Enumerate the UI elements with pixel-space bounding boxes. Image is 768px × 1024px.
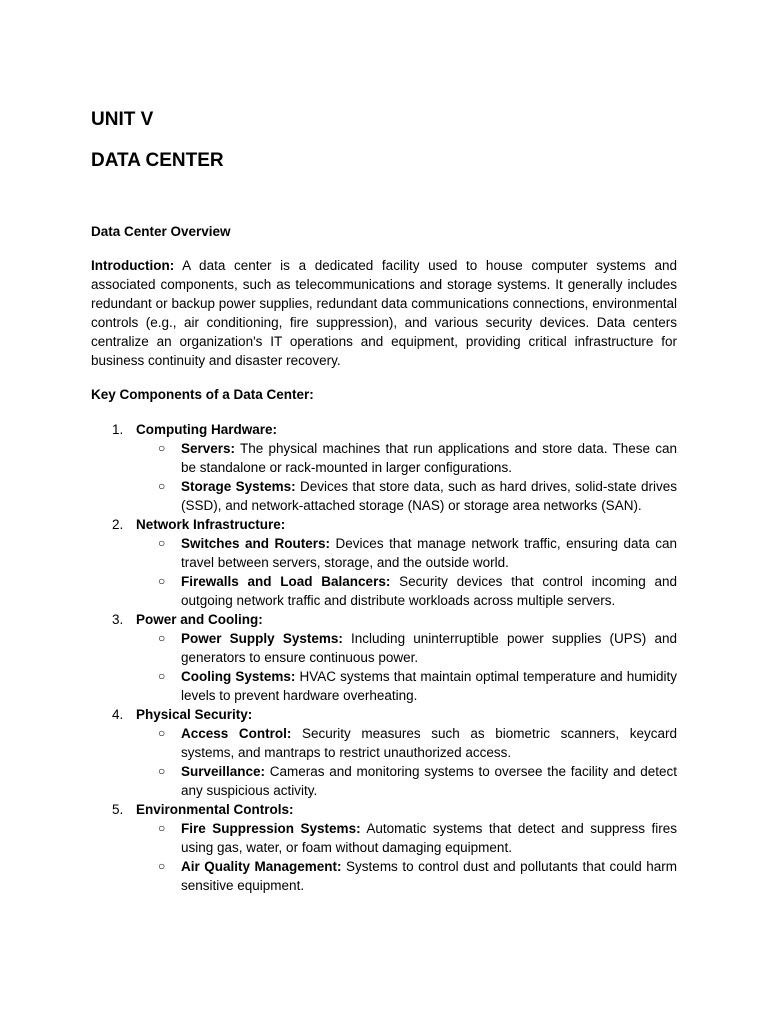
sub-item (136, 762, 677, 800)
component-item (91, 515, 677, 610)
sub-item-text: Security measures such as biometric scanners, keycard systems, and mantraps to restrict unauthorized access. (181, 726, 677, 760)
sub-item-term: Servers: (181, 441, 236, 456)
bullet-icon: ○ (158, 631, 166, 645)
unit-title: UNIT V (91, 109, 154, 130)
intro-text: A data center is a dedicated facility used to house computer systems and associated components, such as telecommunications and storage systems. It generally includes redundant or backup power supplies, redundant data communications connections, environmental controls (e.g., air conditioning, fire suppression), and various security devices. Data centers centralize an organization's IT operations and equipment, providing critical infrastructure for business continuity and disaster recovery. (91, 258, 677, 368)
sub-item (136, 439, 677, 477)
sub-item-term: Fire Suppression Systems: (181, 821, 361, 836)
sub-item (136, 857, 677, 895)
sub-item-term: Access Control: (181, 726, 292, 741)
bullet-icon: ○ (158, 574, 166, 588)
sub-list (136, 534, 677, 610)
sub-item (136, 724, 677, 762)
component-item (91, 705, 677, 800)
bullet-icon: ○ (158, 441, 166, 455)
sub-list (136, 629, 677, 705)
sub-list (136, 724, 677, 800)
component-number: 4. (112, 707, 124, 722)
bullet-icon: ○ (158, 479, 166, 493)
sub-item-text: Cameras and monitoring systems to oversee the facility and detect any suspicious activity. (181, 764, 677, 798)
component-item (91, 800, 677, 895)
sub-item-text: Devices that store data, such as hard drives, solid-state drives (SSD), and network-attached storage (NAS) or storage area networks (SAN). (181, 479, 677, 513)
bullet-icon: ○ (158, 669, 166, 683)
section-heading: Data Center Overview (91, 224, 231, 239)
component-label: Computing Hardware: (136, 422, 278, 437)
sub-item-text: Security devices that control incoming and outgoing network traffic and distribute workloads across multiple servers. (181, 574, 677, 608)
sub-item (136, 534, 677, 572)
sub-item (136, 819, 677, 857)
component-label: Physical Security: (136, 707, 253, 722)
component-number: 2. (112, 517, 124, 532)
sub-item-text: Devices that manage network traffic, ensuring data can travel between servers, storage, and the outside world. (181, 536, 678, 570)
component-label: Network Infrastructure: (136, 517, 286, 532)
sub-item-text: The physical machines that run applications and store data. These can be standalone or rack-mounted in larger configurations. (181, 441, 677, 475)
sub-item-text: Including uninterruptible power supplies (UPS) and generators to ensure continuous power. (181, 631, 677, 665)
component-number: 1. (112, 422, 124, 437)
bullet-icon: ○ (158, 859, 166, 873)
component-item (91, 610, 677, 705)
component-label: Power and Cooling: (136, 612, 263, 627)
component-number: 3. (112, 612, 124, 627)
component-label: Environmental Controls: (136, 802, 294, 817)
sub-item-term: Firewalls and Load Balancers: (181, 574, 391, 589)
bullet-icon: ○ (158, 536, 166, 550)
bullet-icon: ○ (158, 726, 166, 740)
components-heading: Key Components of a Data Center: (91, 387, 314, 402)
sub-item-term: Air Quality Management: (181, 859, 342, 874)
sub-item-term: Cooling Systems: (181, 669, 296, 684)
sub-item (136, 477, 677, 515)
sub-item-text: Automatic systems that detect and suppress fires using gas, water, or foam without damaging equipment. (181, 821, 678, 855)
sub-item-term: Switches and Routers: (181, 536, 331, 551)
sub-item-text: Systems to control dust and pollutants that could harm sensitive equipment. (181, 859, 677, 893)
bullet-icon: ○ (158, 764, 166, 778)
sub-item-term: Power Supply Systems: (181, 631, 343, 646)
sub-item (136, 667, 677, 705)
sub-list (136, 819, 677, 895)
bullet-icon: ○ (158, 821, 166, 835)
intro-label: Introduction: (91, 258, 175, 273)
unit-subtitle: DATA CENTER (91, 150, 224, 171)
component-item (91, 420, 677, 515)
sub-item-term: Storage Systems: (181, 479, 296, 494)
sub-item (136, 629, 677, 667)
components-list (91, 420, 677, 895)
sub-item-term: Surveillance: (181, 764, 266, 779)
intro-paragraph (91, 256, 677, 370)
sub-item (136, 572, 677, 610)
document-page (91, 108, 677, 895)
sub-list (136, 439, 677, 515)
sub-item-text: HVAC systems that maintain optimal temperature and humidity levels to prevent hardware overheating. (181, 669, 677, 703)
component-number: 5. (112, 802, 124, 817)
